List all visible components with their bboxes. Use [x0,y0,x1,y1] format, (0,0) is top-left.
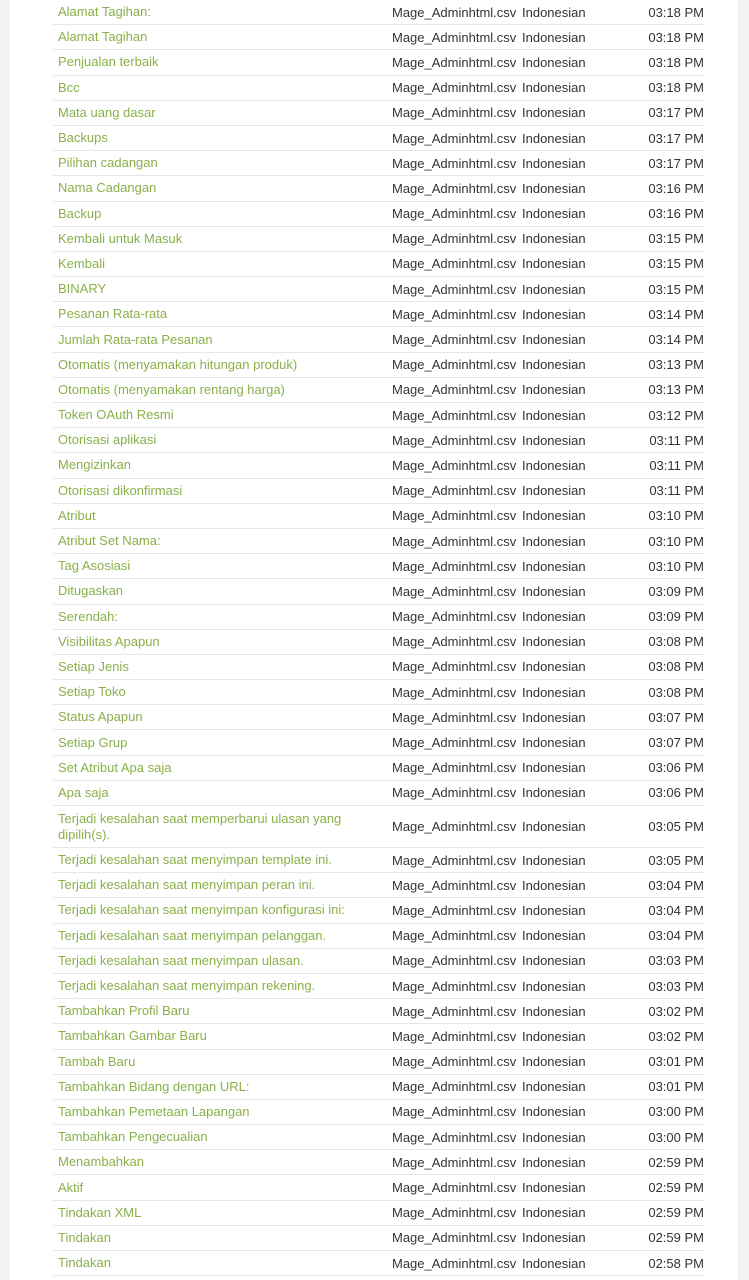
table-row [53,630,704,655]
string-link[interactable]: Ditugaskan [58,583,124,599]
time-cell: 02:59 PM [648,1180,704,1196]
table-row [53,252,704,277]
locale-cell: Indonesian [522,281,586,297]
string-link[interactable]: Kembali [58,255,105,271]
module-cell: Mage_Adminhtml.csv [392,760,517,776]
table-row [53,873,704,898]
module-cell: Mage_Adminhtml.csv [392,281,517,297]
module-cell: Mage_Adminhtml.csv [392,105,517,121]
string-link[interactable]: Apa saja [58,784,109,800]
time-cell: 03:04 PM [648,877,704,893]
locale-cell: Indonesian [522,609,586,625]
locale-cell: Indonesian [522,978,586,994]
string-link[interactable]: Terjadi kesalahan saat menyimpan konfigurasi ini: [58,902,345,918]
time-cell: 03:09 PM [648,583,704,599]
module-cell: Mage_Adminhtml.csv [392,206,517,222]
time-cell: 03:17 PM [648,155,704,171]
module-cell: Mage_Adminhtml.csv [392,902,517,918]
module-cell: Mage_Adminhtml.csv [392,508,517,524]
string-link[interactable]: Visibilitas Apapun [58,633,160,649]
locale-cell: Indonesian [522,709,586,725]
module-cell: Mage_Adminhtml.csv [392,533,517,549]
string-link[interactable]: Pesanan Rata-rata [58,306,168,322]
string-link[interactable]: Otorisasi dikonfirmasi [58,482,183,498]
locale-cell: Indonesian [522,508,586,524]
module-cell: Mage_Adminhtml.csv [392,735,517,751]
string-link[interactable]: BINARY [58,281,107,297]
table-row [53,1201,704,1226]
time-cell: 03:18 PM [648,54,704,70]
time-cell: 03:10 PM [648,558,704,574]
table-row [53,227,704,252]
string-link[interactable]: Terjadi kesalahan saat menyimpan template ini. [58,852,332,868]
table-row [53,924,704,949]
time-cell: 03:06 PM [648,760,704,776]
table-row [53,605,704,630]
locale-cell: Indonesian [522,953,586,969]
module-cell: Mage_Adminhtml.csv [392,1255,517,1271]
table-row [53,25,704,50]
table-row [53,898,704,923]
locale-cell: Indonesian [522,54,586,70]
locale-cell: Indonesian [522,659,586,675]
module-cell: Mage_Adminhtml.csv [392,1205,517,1221]
module-cell: Mage_Adminhtml.csv [392,1154,517,1170]
locale-cell: Indonesian [522,1255,586,1271]
locale-cell: Indonesian [522,785,586,801]
time-cell: 03:15 PM [648,231,704,247]
module-cell: Mage_Adminhtml.csv [392,709,517,725]
string-link[interactable]: Setiap Jenis [58,658,129,674]
time-cell: 03:16 PM [648,206,704,222]
locale-cell: Indonesian [522,80,586,96]
time-cell: 03:08 PM [648,684,704,700]
locale-cell: Indonesian [522,1028,586,1044]
translation-table [53,0,704,1276]
string-link[interactable]: Mata uang dasar [58,104,156,120]
locale-cell: Indonesian [522,684,586,700]
string-link[interactable]: Serendah: [58,608,118,624]
string-link[interactable]: Aktif [58,1179,84,1195]
table-row [53,202,704,227]
table-row [53,0,704,25]
time-cell: 03:06 PM [648,785,704,801]
time-cell: 03:02 PM [648,1028,704,1044]
table-row [53,1226,704,1251]
string-link[interactable]: Otomatis (menyamakan rentang harga) [58,381,285,397]
time-cell: 02:59 PM [648,1205,704,1221]
locale-cell: Indonesian [522,457,586,473]
time-cell: 03:14 PM [648,306,704,322]
locale-cell: Indonesian [522,382,586,398]
string-link[interactable]: Tambahkan Gambar Baru [58,1028,207,1044]
string-link[interactable]: Alamat Tagihan [58,29,148,45]
locale-cell: Indonesian [522,877,586,893]
locale-cell: Indonesian [522,1180,586,1196]
table-row [53,781,704,806]
module-cell: Mage_Adminhtml.csv [392,1003,517,1019]
locale-cell: Indonesian [522,105,586,121]
module-cell: Mage_Adminhtml.csv [392,819,517,834]
time-cell: 03:03 PM [648,953,704,969]
module-cell: Mage_Adminhtml.csv [392,684,517,700]
string-link[interactable]: Backup [58,205,102,221]
locale-cell: Indonesian [522,1230,586,1246]
table-row [53,655,704,680]
module-cell: Mage_Adminhtml.csv [392,928,517,944]
module-cell: Mage_Adminhtml.csv [392,180,517,196]
module-cell: Mage_Adminhtml.csv [392,609,517,625]
locale-cell: Indonesian [522,760,586,776]
table-row [53,504,704,529]
table-row [53,327,704,352]
time-cell: 03:13 PM [648,357,704,373]
module-cell: Mage_Adminhtml.csv [392,256,517,272]
string-link[interactable]: Tag Asosiasi [58,558,131,574]
time-cell: 03:18 PM [648,29,704,45]
locale-cell: Indonesian [522,902,586,918]
locale-cell: Indonesian [522,306,586,322]
locale-cell: Indonesian [522,1129,586,1145]
module-cell: Mage_Adminhtml.csv [392,659,517,675]
string-link[interactable]: Tambahkan Bidang dengan URL: [58,1078,250,1094]
time-cell: 03:05 PM [648,819,704,834]
table-row [53,50,704,75]
locale-cell: Indonesian [522,928,586,944]
time-cell: 03:15 PM [648,256,704,272]
table-row [53,76,704,101]
table-row [53,378,704,403]
locale-cell: Indonesian [522,180,586,196]
locale-cell: Indonesian [522,130,586,146]
string-link[interactable]: Setiap Grup [58,734,128,750]
string-link[interactable]: Kembali untuk Masuk [58,230,183,246]
time-cell: 03:10 PM [648,508,704,524]
module-cell: Mage_Adminhtml.csv [392,852,517,868]
table-row [53,353,704,378]
time-cell: 03:13 PM [648,382,704,398]
table-row [53,1251,704,1276]
string-link[interactable]: Token OAuth Resmi [58,407,174,423]
table-row [53,1050,704,1075]
locale-cell: Indonesian [522,1054,586,1070]
string-link[interactable]: Tindakan [58,1255,111,1271]
module-cell: Mage_Adminhtml.csv [392,877,517,893]
string-link[interactable]: Bcc [58,79,80,95]
string-link[interactable]: Tambah Baru [58,1053,136,1069]
module-cell: Mage_Adminhtml.csv [392,357,517,373]
module-cell: Mage_Adminhtml.csv [392,306,517,322]
table-row [53,705,704,730]
string-link[interactable]: Jumlah Rata-rata Pesanan [58,331,213,347]
string-link[interactable]: Alamat Tagihan: [58,4,151,20]
table-row [53,999,704,1024]
time-cell: 03:17 PM [648,130,704,146]
locale-cell: Indonesian [522,256,586,272]
locale-cell: Indonesian [522,634,586,650]
time-cell: 03:05 PM [648,852,704,868]
locale-cell: Indonesian [522,735,586,751]
string-link[interactable]: Nama Cadangan [58,180,157,196]
module-cell: Mage_Adminhtml.csv [392,1104,517,1120]
table-row [53,806,704,848]
table-row [53,1175,704,1200]
string-link[interactable]: Terjadi kesalahan saat menyimpan pelanggan. [58,927,327,943]
time-cell: 03:16 PM [648,180,704,196]
module-cell: Mage_Adminhtml.csv [392,634,517,650]
string-link[interactable]: Terjadi kesalahan saat menyimpan peran ini. [58,877,316,893]
module-cell: Mage_Adminhtml.csv [392,483,517,499]
string-link[interactable]: Atribut Set Nama: [58,533,161,549]
locale-cell: Indonesian [522,4,586,20]
module-cell: Mage_Adminhtml.csv [392,4,517,20]
locale-cell: Indonesian [522,231,586,247]
locale-cell: Indonesian [522,558,586,574]
table-row [53,730,704,755]
time-cell: 03:08 PM [648,634,704,650]
time-cell: 03:03 PM [648,978,704,994]
string-link[interactable]: Set Atribut Apa saja [58,759,172,775]
module-cell: Mage_Adminhtml.csv [392,1129,517,1145]
locale-cell: Indonesian [522,483,586,499]
table-row [53,1125,704,1150]
locale-cell: Indonesian [522,1104,586,1120]
table-row [53,579,704,604]
table-row [53,428,704,453]
time-cell: 03:00 PM [648,1104,704,1120]
string-link[interactable]: Tindakan [58,1229,111,1245]
table-row [53,302,704,327]
string-link[interactable]: Terjadi kesalahan saat menyimpan rekening. [58,978,316,994]
string-link[interactable]: Backups [58,130,108,146]
module-cell: Mage_Adminhtml.csv [392,953,517,969]
module-cell: Mage_Adminhtml.csv [392,978,517,994]
table-row [53,277,704,302]
locale-cell: Indonesian [522,1079,586,1095]
locale-cell: Indonesian [522,583,586,599]
table-row [53,1024,704,1049]
module-cell: Mage_Adminhtml.csv [392,432,517,448]
string-link[interactable]: Menambahkan [58,1154,144,1170]
locale-cell: Indonesian [522,407,586,423]
table-row [53,151,704,176]
time-cell: 03:18 PM [648,80,704,96]
time-cell: 03:04 PM [648,928,704,944]
module-cell: Mage_Adminhtml.csv [392,130,517,146]
string-link[interactable]: Tambahkan Profil Baru [58,1003,190,1019]
module-cell: Mage_Adminhtml.csv [392,583,517,599]
time-cell: 03:11 PM [649,483,704,499]
module-cell: Mage_Adminhtml.csv [392,1028,517,1044]
table-row [53,101,704,126]
module-cell: Mage_Adminhtml.csv [392,29,517,45]
locale-cell: Indonesian [522,1003,586,1019]
time-cell: 02:59 PM [648,1154,704,1170]
table-row [53,554,704,579]
table-row [53,1150,704,1175]
string-link[interactable]: Atribut [58,507,96,523]
table-row [53,974,704,999]
time-cell: 03:11 PM [649,457,704,473]
string-link[interactable]: Setiap Toko [58,684,126,700]
module-cell: Mage_Adminhtml.csv [392,785,517,801]
table-row [53,848,704,873]
module-cell: Mage_Adminhtml.csv [392,1054,517,1070]
string-link[interactable]: Terjadi kesalahan saat memperbarui ulasan yang dipilih(s). [58,810,342,842]
string-link[interactable]: Pilihan cadangan [58,155,158,171]
time-cell: 03:08 PM [648,659,704,675]
locale-cell: Indonesian [522,1154,586,1170]
table-row [53,1075,704,1100]
table-row [53,403,704,428]
module-cell: Mage_Adminhtml.csv [392,1180,517,1196]
string-link[interactable]: Tambahkan Pengecualian [58,1129,208,1145]
time-cell: 03:00 PM [648,1129,704,1145]
string-link[interactable]: Otorisasi aplikasi [58,432,157,448]
module-cell: Mage_Adminhtml.csv [392,1230,517,1246]
locale-cell: Indonesian [522,852,586,868]
table-row [53,756,704,781]
table-row [53,529,704,554]
locale-cell: Indonesian [522,533,586,549]
string-link[interactable]: Tindakan XML [58,1204,142,1220]
table-row [53,453,704,478]
module-cell: Mage_Adminhtml.csv [392,457,517,473]
time-cell: 03:11 PM [649,432,704,448]
time-cell: 03:07 PM [648,735,704,751]
string-link[interactable]: Terjadi kesalahan saat menyimpan ulasan. [58,952,304,968]
time-cell: 03:15 PM [648,281,704,297]
string-link[interactable]: Otomatis (menyamakan hitungan produk) [58,356,298,372]
table-row [53,479,704,504]
module-cell: Mage_Adminhtml.csv [392,382,517,398]
table-row [53,126,704,151]
time-cell: 02:59 PM [648,1230,704,1246]
locale-cell: Indonesian [522,332,586,348]
module-cell: Mage_Adminhtml.csv [392,332,517,348]
locale-cell: Indonesian [522,819,586,834]
module-cell: Mage_Adminhtml.csv [392,54,517,70]
time-cell: 03:07 PM [648,709,704,725]
string-link[interactable]: Mengizinkan [58,457,131,473]
string-link[interactable]: Tambahkan Pemetaan Lapangan [58,1103,250,1119]
time-cell: 03:01 PM [648,1079,704,1095]
string-link[interactable]: Penjualan terbaik [58,54,159,70]
page [10,0,738,1280]
time-cell: 03:04 PM [648,902,704,918]
table-row [53,176,704,201]
time-cell: 03:02 PM [648,1003,704,1019]
table-row [53,1100,704,1125]
module-cell: Mage_Adminhtml.csv [392,155,517,171]
time-cell: 03:14 PM [648,332,704,348]
module-cell: Mage_Adminhtml.csv [392,231,517,247]
locale-cell: Indonesian [522,357,586,373]
time-cell: 03:01 PM [648,1054,704,1070]
time-cell: 03:09 PM [648,609,704,625]
time-cell: 03:17 PM [648,105,704,121]
time-cell: 03:12 PM [648,407,704,423]
time-cell: 02:58 PM [648,1255,704,1271]
locale-cell: Indonesian [522,1205,586,1221]
time-cell: 03:10 PM [648,533,704,549]
time-cell: 03:18 PM [648,4,704,20]
locale-cell: Indonesian [522,206,586,222]
table-row [53,680,704,705]
locale-cell: Indonesian [522,29,586,45]
module-cell: Mage_Adminhtml.csv [392,558,517,574]
string-link[interactable]: Status Apapun [58,709,143,725]
module-cell: Mage_Adminhtml.csv [392,80,517,96]
module-cell: Mage_Adminhtml.csv [392,1079,517,1095]
module-cell: Mage_Adminhtml.csv [392,407,517,423]
locale-cell: Indonesian [522,155,586,171]
table-row [53,949,704,974]
locale-cell: Indonesian [522,432,586,448]
